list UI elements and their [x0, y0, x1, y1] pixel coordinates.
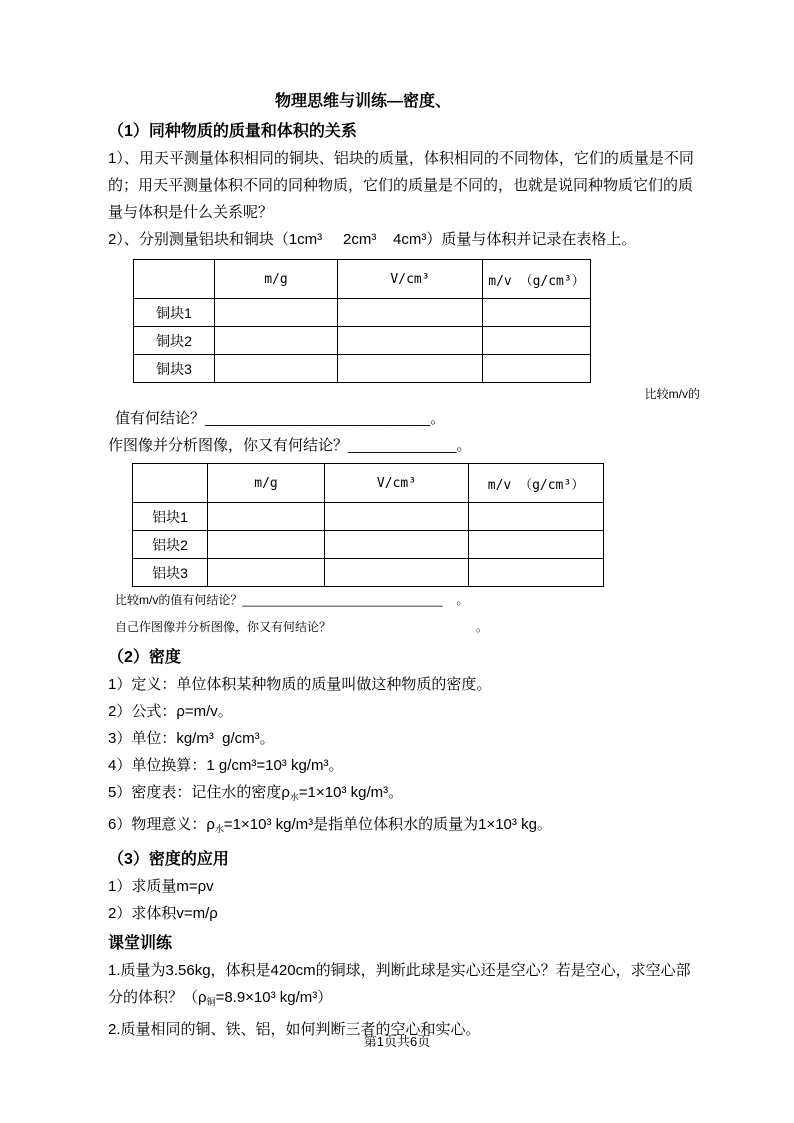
copper-table-header-blank	[134, 260, 215, 299]
question-2: 2.质量相同的铜、铁、铝，如何判断三者的空心和实心。	[108, 1021, 481, 1038]
question-text: 1.质量为3.56kg，体积是420cm的铜球，判断此球是实心还是空心？若是空心，求空心部分的体积？（ρ	[108, 962, 691, 1006]
subscript-water: 水	[289, 792, 299, 802]
solve-volume-formula: 2）求体积v=m/ρ	[108, 905, 218, 922]
table-row	[133, 559, 604, 587]
empty-cell	[338, 327, 483, 355]
copper-table	[133, 259, 591, 383]
empty-cell	[483, 327, 591, 355]
density-formula: 2）公式：ρ=m/v。	[108, 703, 233, 720]
empty-cell	[338, 355, 483, 383]
self-graph-conclusion-line	[108, 614, 700, 641]
aluminum-table-header-volume: V/cm³	[325, 464, 469, 503]
question-1	[108, 957, 700, 1016]
document-title: 物理思维与训练—密度、	[274, 93, 451, 110]
copper-table-header-mass: m/g	[215, 260, 338, 299]
table-row	[134, 327, 591, 355]
empty-cell	[208, 503, 325, 531]
empty-cell	[215, 327, 338, 355]
aluminum-table	[132, 463, 604, 587]
copper-row-label-2: 铜块2	[134, 327, 215, 355]
empty-cell	[325, 559, 469, 587]
note-text: 6）物理意义：ρ	[108, 816, 215, 833]
aluminum-table-header-density: m/v （g/cm³）	[469, 464, 604, 503]
conclusion-text: 比较m/v的值有何结论？______________________________	[115, 593, 443, 607]
empty-cell	[469, 503, 604, 531]
empty-cell	[215, 355, 338, 383]
question-text: =8.9×10³ kg/m³）	[215, 989, 333, 1006]
table-row	[133, 531, 604, 559]
copper-row-label-1: 铜块1	[134, 299, 215, 327]
subscript-water: 水	[214, 824, 224, 834]
empty-cell	[215, 299, 338, 327]
aluminum-table-header-mass: m/g	[208, 464, 325, 503]
empty-cell	[469, 559, 604, 587]
solve-mass-formula: 1）求质量m=ρv	[108, 878, 214, 895]
training-heading: 课堂训练	[108, 935, 173, 952]
period-mark: 。	[476, 620, 489, 634]
density-definition: 1）定义：单位体积某种物质的质量叫做这种物质的密度。	[108, 676, 492, 693]
empty-cell	[483, 355, 591, 383]
table-row	[134, 299, 591, 327]
empty-cell	[208, 559, 325, 587]
aluminum-table-header-blank	[133, 464, 208, 503]
section1-heading: （1）同种物质的质量和体积的关系	[108, 123, 357, 140]
conclusion-blank-line-2	[108, 587, 700, 614]
table-row	[134, 355, 591, 383]
unit-conversion: 4）单位换算：1 g/cm³=10³ kg/m³。	[108, 757, 344, 774]
table-row	[133, 503, 604, 531]
conclusion-blank-line-1: 值有何结论？___________________________。	[115, 410, 446, 427]
aluminum-row-label-2: 铝块2	[133, 531, 208, 559]
density-units: 3）单位：kg/m³ g/cm³。	[108, 730, 275, 747]
page-number-footer: 第1页共6页	[363, 1034, 431, 1049]
graph-conclusion-blank-line: 作图像并分析图像，你又有何结论？_____________。	[108, 437, 472, 454]
empty-cell	[208, 531, 325, 559]
empty-cell	[325, 531, 469, 559]
section3-heading: （3）密度的应用	[108, 851, 229, 868]
compare-mv-fragment: 比较m/v的	[644, 387, 700, 401]
section1-para2: 2）、分别测量铝块和铜块（1cm³ 2cm³ 4cm³）质量与体积并记录在表格上。	[108, 231, 637, 248]
section2-heading: （2）密度	[108, 649, 181, 666]
period-mark: 。	[456, 593, 469, 607]
aluminum-table-header-row	[133, 464, 604, 503]
empty-cell	[338, 299, 483, 327]
note-text: 5）密度表：记住水的密度ρ	[108, 784, 290, 801]
empty-cell	[325, 503, 469, 531]
empty-cell	[483, 299, 591, 327]
copper-row-label-3: 铜块3	[134, 355, 215, 383]
section1-para1: 1）、用天平测量体积相同的铜块、铝块的质量，体积相同的不同物体，它们的质量是不同的；用天平测量体积不同的同种物质，它们的质量是不同的，也就是说同种物质它们的质量与体积是什么关系呢？	[108, 150, 694, 221]
empty-cell	[469, 531, 604, 559]
copper-table-header-volume: V/cm³	[338, 260, 483, 299]
conclusion-text: 自己作图像并分析图像，你又有何结论？	[115, 620, 332, 634]
note-text: =1×10³ kg/m³。	[298, 784, 404, 801]
subscript-copper: 铜	[206, 997, 216, 1007]
density-table-note	[108, 779, 700, 811]
note-text: =1×10³ kg/m³是指单位体积水的质量为1×10³ kg。	[223, 816, 552, 833]
aluminum-row-label-3: 铝块3	[133, 559, 208, 587]
copper-table-header-density: m/v （g/cm³）	[483, 260, 591, 299]
copper-table-header-row	[134, 260, 591, 299]
aluminum-row-label-1: 铝块1	[133, 503, 208, 531]
physical-meaning	[108, 811, 700, 843]
